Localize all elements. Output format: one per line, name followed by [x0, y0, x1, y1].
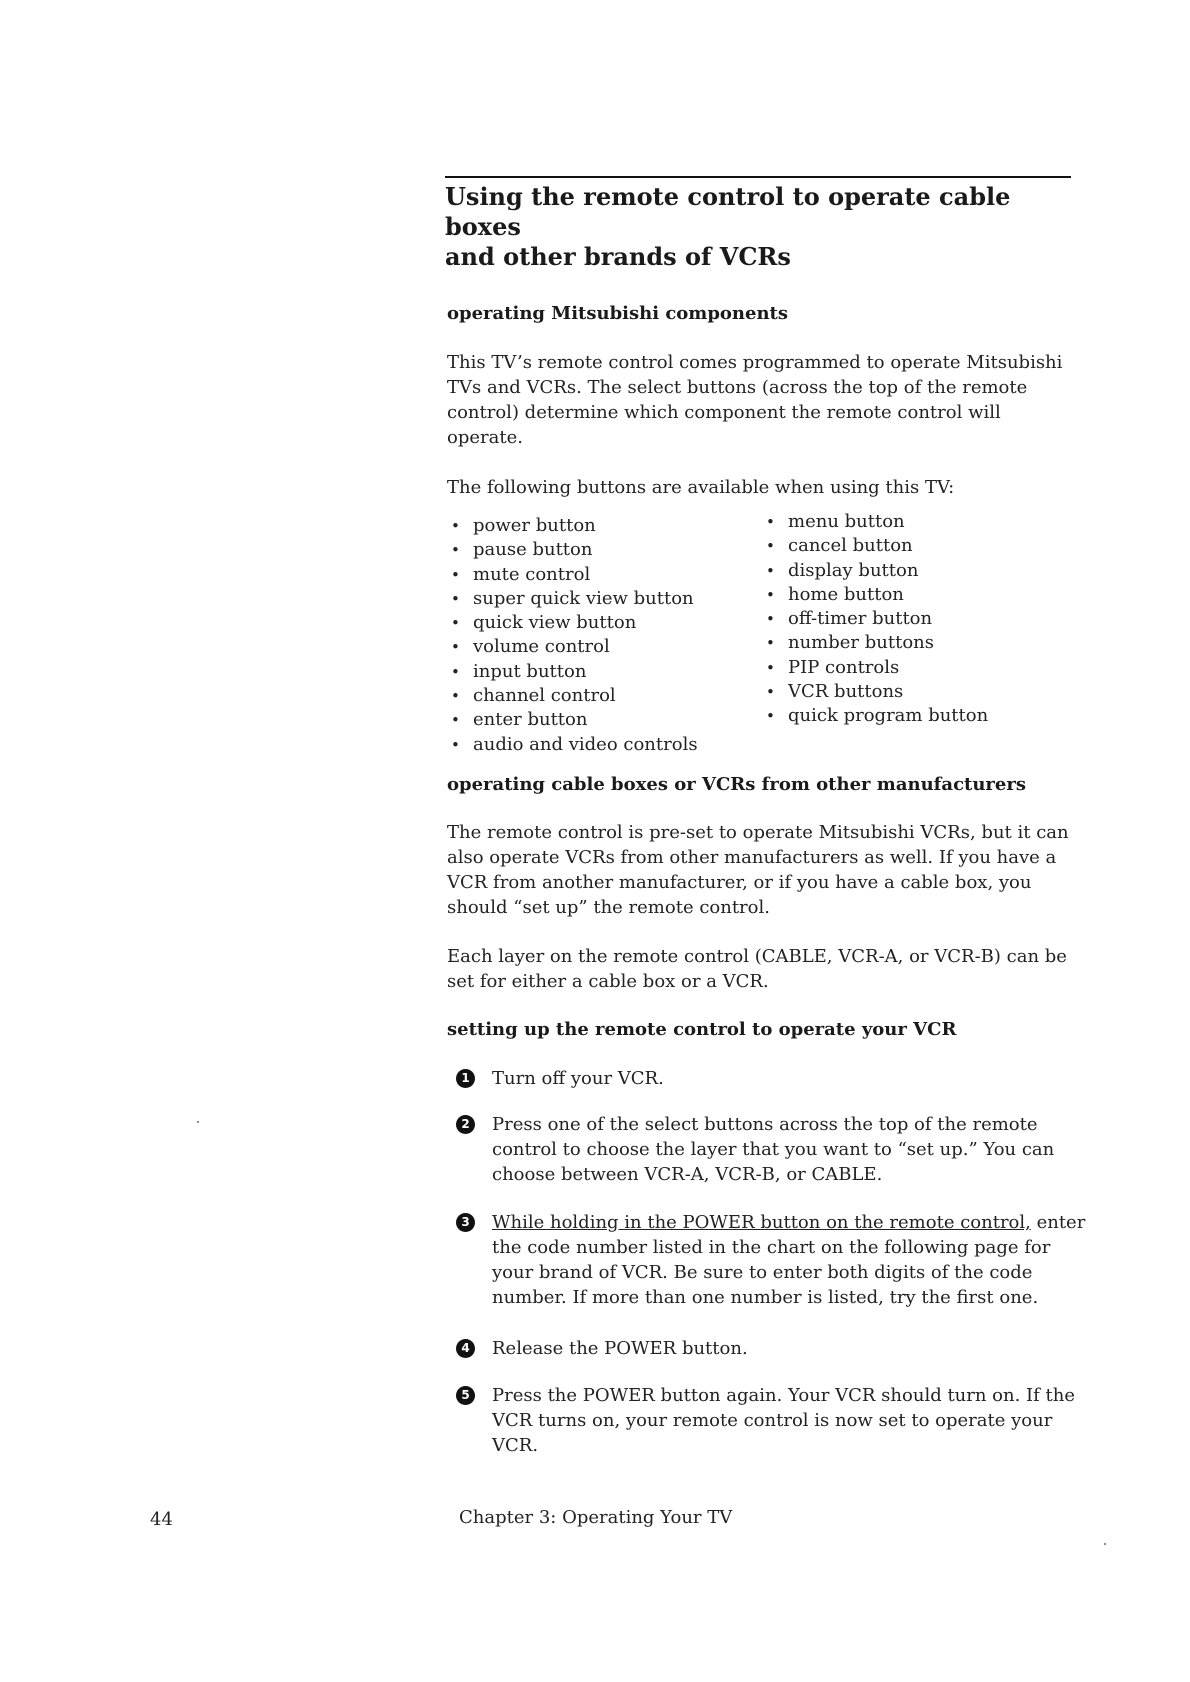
list-item: • volume control — [447, 635, 698, 659]
list-item: • menu button — [762, 510, 988, 534]
section-mitsubishi-intro — [447, 350, 1069, 450]
step-5 — [456, 1383, 1081, 1458]
button-list-left — [447, 514, 698, 757]
list-item: • super quick view button — [447, 587, 698, 611]
step-number-badge: 1 — [456, 1069, 475, 1088]
list-item: • channel control — [447, 684, 698, 708]
paragraph: This TV’s remote control comes programmed to operate Mitsubishi TVs and VCRs. The select buttons (across the top of the remote control) determine which component the remote control will operate. — [447, 352, 1063, 448]
paragraph: The following buttons are available when using this TV: — [447, 477, 955, 498]
step-text — [492, 1210, 1091, 1310]
chapter-footer: Chapter 3: Operating Your TV — [459, 1507, 733, 1528]
step-text: Turn off your VCR. — [492, 1068, 664, 1089]
list-item: • input button — [447, 660, 698, 684]
page-title — [445, 182, 1085, 272]
step-text: Release the POWER button. — [492, 1338, 748, 1359]
list-item: • audio and video controls — [447, 733, 698, 757]
paragraph: Each layer on the remote control (CABLE, VCR-A, or VCR-B) can be set for either a cable box or a VCR. — [447, 946, 1067, 992]
section-other-manufacturers-intro — [447, 820, 1075, 920]
step-number-badge: 5 — [456, 1386, 475, 1405]
list-item: • off-timer button — [762, 607, 988, 631]
list-item: • pause button — [447, 538, 698, 562]
step-text-rest: enter the code number listed in the chart on the following page for your brand of VCR. Be sure to enter both digits of the code number. If more than one number is listed, try the first one. — [492, 1212, 1086, 1308]
list-item: • display button — [762, 559, 988, 583]
paragraph: The remote control is pre-set to operate Mitsubishi VCRs, but it can also operate VCRs from other manufacturers as well. If you have a VCR from another manufacturer, or if you have a cable box, you should “set up” the remote control. — [447, 822, 1069, 918]
page-title-line-1: Using the remote control to operate cable boxes — [445, 182, 1011, 241]
step-text: Press one of the select buttons across the top of the remote control to choose the layer that you want to “set up.” You can choose between VCR-A, VCR-B, or CABLE. — [492, 1114, 1055, 1185]
step-4 — [456, 1336, 1096, 1361]
step-emphasis: While holding in the POWER button on the remote control, — [492, 1212, 1031, 1233]
scan-speck — [197, 1121, 199, 1123]
section-mitsubishi-heading-block — [447, 302, 1087, 326]
list-item: • VCR buttons — [762, 680, 988, 704]
section-setup-heading-block — [447, 1018, 1087, 1042]
section-heading: operating Mitsubishi components — [447, 303, 789, 324]
step-1 — [456, 1066, 1096, 1091]
list-item: • number buttons — [762, 631, 988, 655]
list-item: • cancel button — [762, 534, 988, 558]
section-heading: operating cable boxes or VCRs from other manufacturers — [447, 774, 1026, 795]
step-3 — [456, 1210, 1091, 1310]
step-text: Press the POWER button again. Your VCR should turn on. If the VCR turns on, your remote control is now set to operate your VCR. — [492, 1385, 1076, 1456]
title-rule — [445, 176, 1071, 178]
step-number-badge: 2 — [456, 1115, 475, 1134]
list-item: • power button — [447, 514, 698, 538]
list-item: • mute control — [447, 563, 698, 587]
list-item: • quick program button — [762, 704, 988, 728]
step-2 — [456, 1112, 1071, 1187]
list-item: • PIP controls — [762, 656, 988, 680]
step-number-badge: 4 — [456, 1339, 475, 1358]
page-title-line-2: and other brands of VCRs — [445, 242, 791, 271]
section-other-manufacturers-heading-block — [447, 773, 1087, 797]
section-heading: setting up the remote control to operate your VCR — [447, 1019, 957, 1040]
list-item: • home button — [762, 583, 988, 607]
list-item: • quick view button — [447, 611, 698, 635]
button-list-right — [762, 510, 988, 729]
step-number-badge: 3 — [456, 1213, 475, 1232]
section-other-manufacturers-layers — [447, 944, 1075, 994]
section-mitsubishi-lead — [447, 475, 1087, 500]
list-item: • enter button — [447, 708, 698, 732]
page-number: 44 — [150, 1509, 173, 1530]
scan-speck — [1104, 1543, 1106, 1545]
